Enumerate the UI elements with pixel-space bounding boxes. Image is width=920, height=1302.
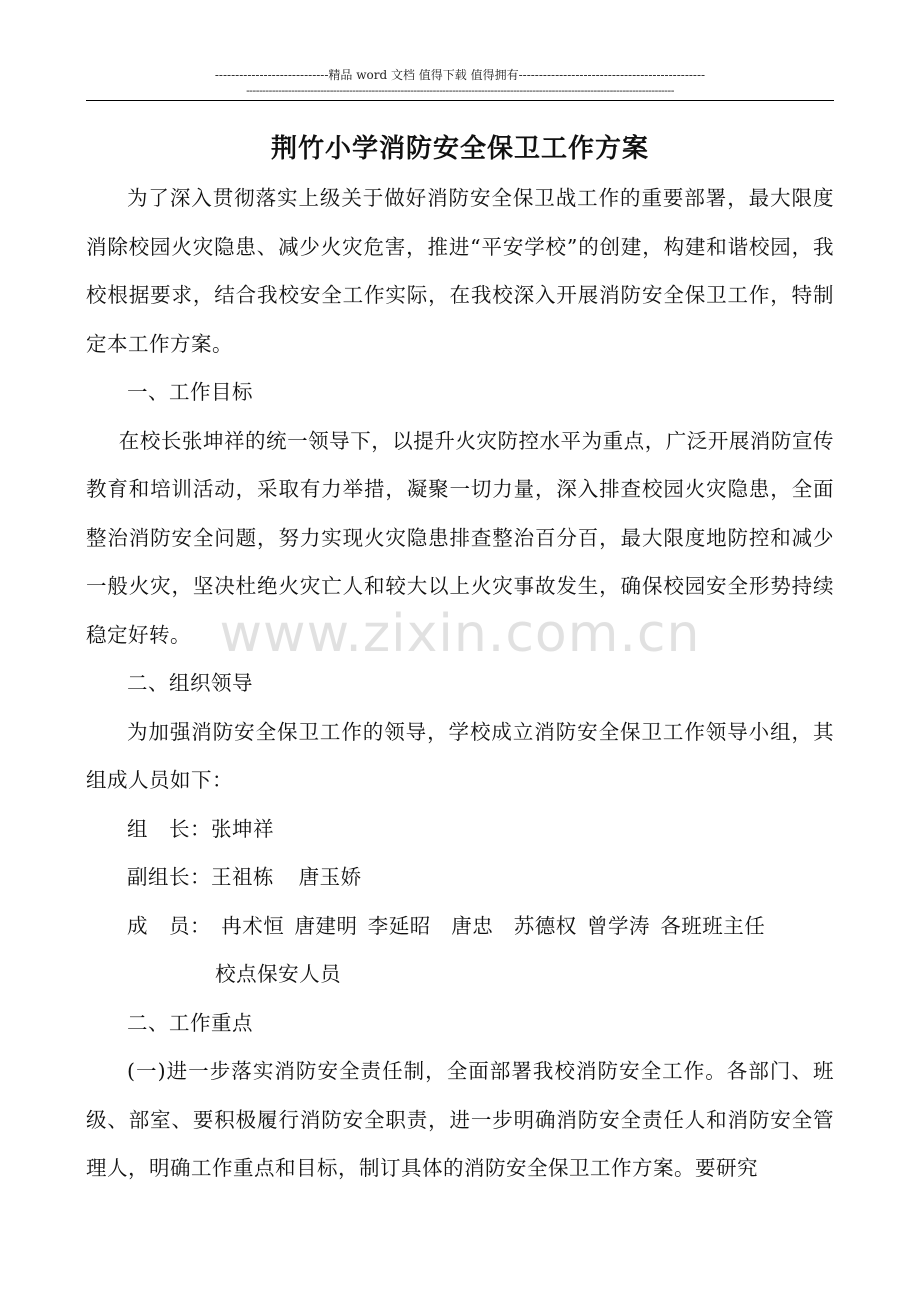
member-name: 冉术恒	[221, 913, 285, 938]
document-body	[86, 174, 834, 1193]
section2-paragraph: 为加强消防安全保卫工作的领导，学校成立消防安全保卫工作领导小组，其组成人员如下：	[86, 719, 834, 792]
intro-paragraph: 为了深入贯彻落实上级关于做好消防安全保卫战工作的重要部署，最大限度消除校园火灾隐患、减少火灾危害，推进“平安学校”的创建，构建和谐校园，我校根据要求，结合我校安全工作实际，在我校深入开展消防安全保卫工作，特制定本工作方案。	[86, 186, 834, 356]
section1-heading: 一、工作目标	[127, 380, 253, 404]
section3-paragraph: (一)进一步落实消防安全责任制，全面部署我校消防安全工作。各部门、班级、部室、要积极履行消防安全职责，进一步明确消防安全责任人和消防安全管理人，明确工作重点和目标，制订具体的消防安全保卫工作方案。要研究	[86, 1059, 834, 1180]
member-name: 各班班主任	[660, 913, 766, 938]
page-header-dashes: -------------------------------------------------------------------------------------------------------------------------------------	[246, 84, 674, 97]
leader-name: 张坤祥	[211, 816, 274, 841]
deputy-name: 唐玉娇	[298, 865, 362, 889]
leader-label: 组 长：	[127, 816, 211, 841]
page-header-banner: ----------------------------精品 word 文档 值得下载 值得拥有----------------------------------------------	[214, 68, 706, 82]
section2-heading: 二、组织领导	[127, 671, 253, 695]
member-name: 李延昭	[367, 913, 431, 938]
member-name: 唐建明	[294, 913, 358, 938]
section3-heading: 二、工作重点	[127, 1010, 253, 1035]
deputy-name: 王祖栋	[211, 865, 274, 889]
header-rule	[86, 100, 834, 101]
leader-row	[86, 805, 834, 854]
deputy-label: 副组长：	[127, 865, 211, 889]
watermark: www.zixin.com.cn	[219, 604, 701, 664]
document-title: 荆竹小学消防安全保卫工作方案	[270, 134, 649, 164]
deputy-row	[86, 853, 834, 902]
section1-paragraph: 在校长张坤祥的统一领导下，以提升火灾防控水平为重点，广泛开展消防宣传教育和培训活动，采取有力举措，凝聚一切力量，深入排查校园火灾隐患，全面整治消防安全问题，努力实现火灾隐患排查整治百分百，最大限度地防控和减少一般火灾，坚决杜绝火灾亡人和较大以上火灾事故发生，确保校园安全形势持续稳定好转。	[86, 428, 834, 647]
member-name: 曾学涛	[587, 913, 650, 938]
members-continued: 校点保安人员	[215, 962, 342, 986]
member-name: 唐忠	[451, 913, 494, 938]
members-label: 成 员：	[127, 913, 211, 938]
member-name: 苏德权	[513, 913, 577, 938]
members-row	[86, 902, 834, 951]
